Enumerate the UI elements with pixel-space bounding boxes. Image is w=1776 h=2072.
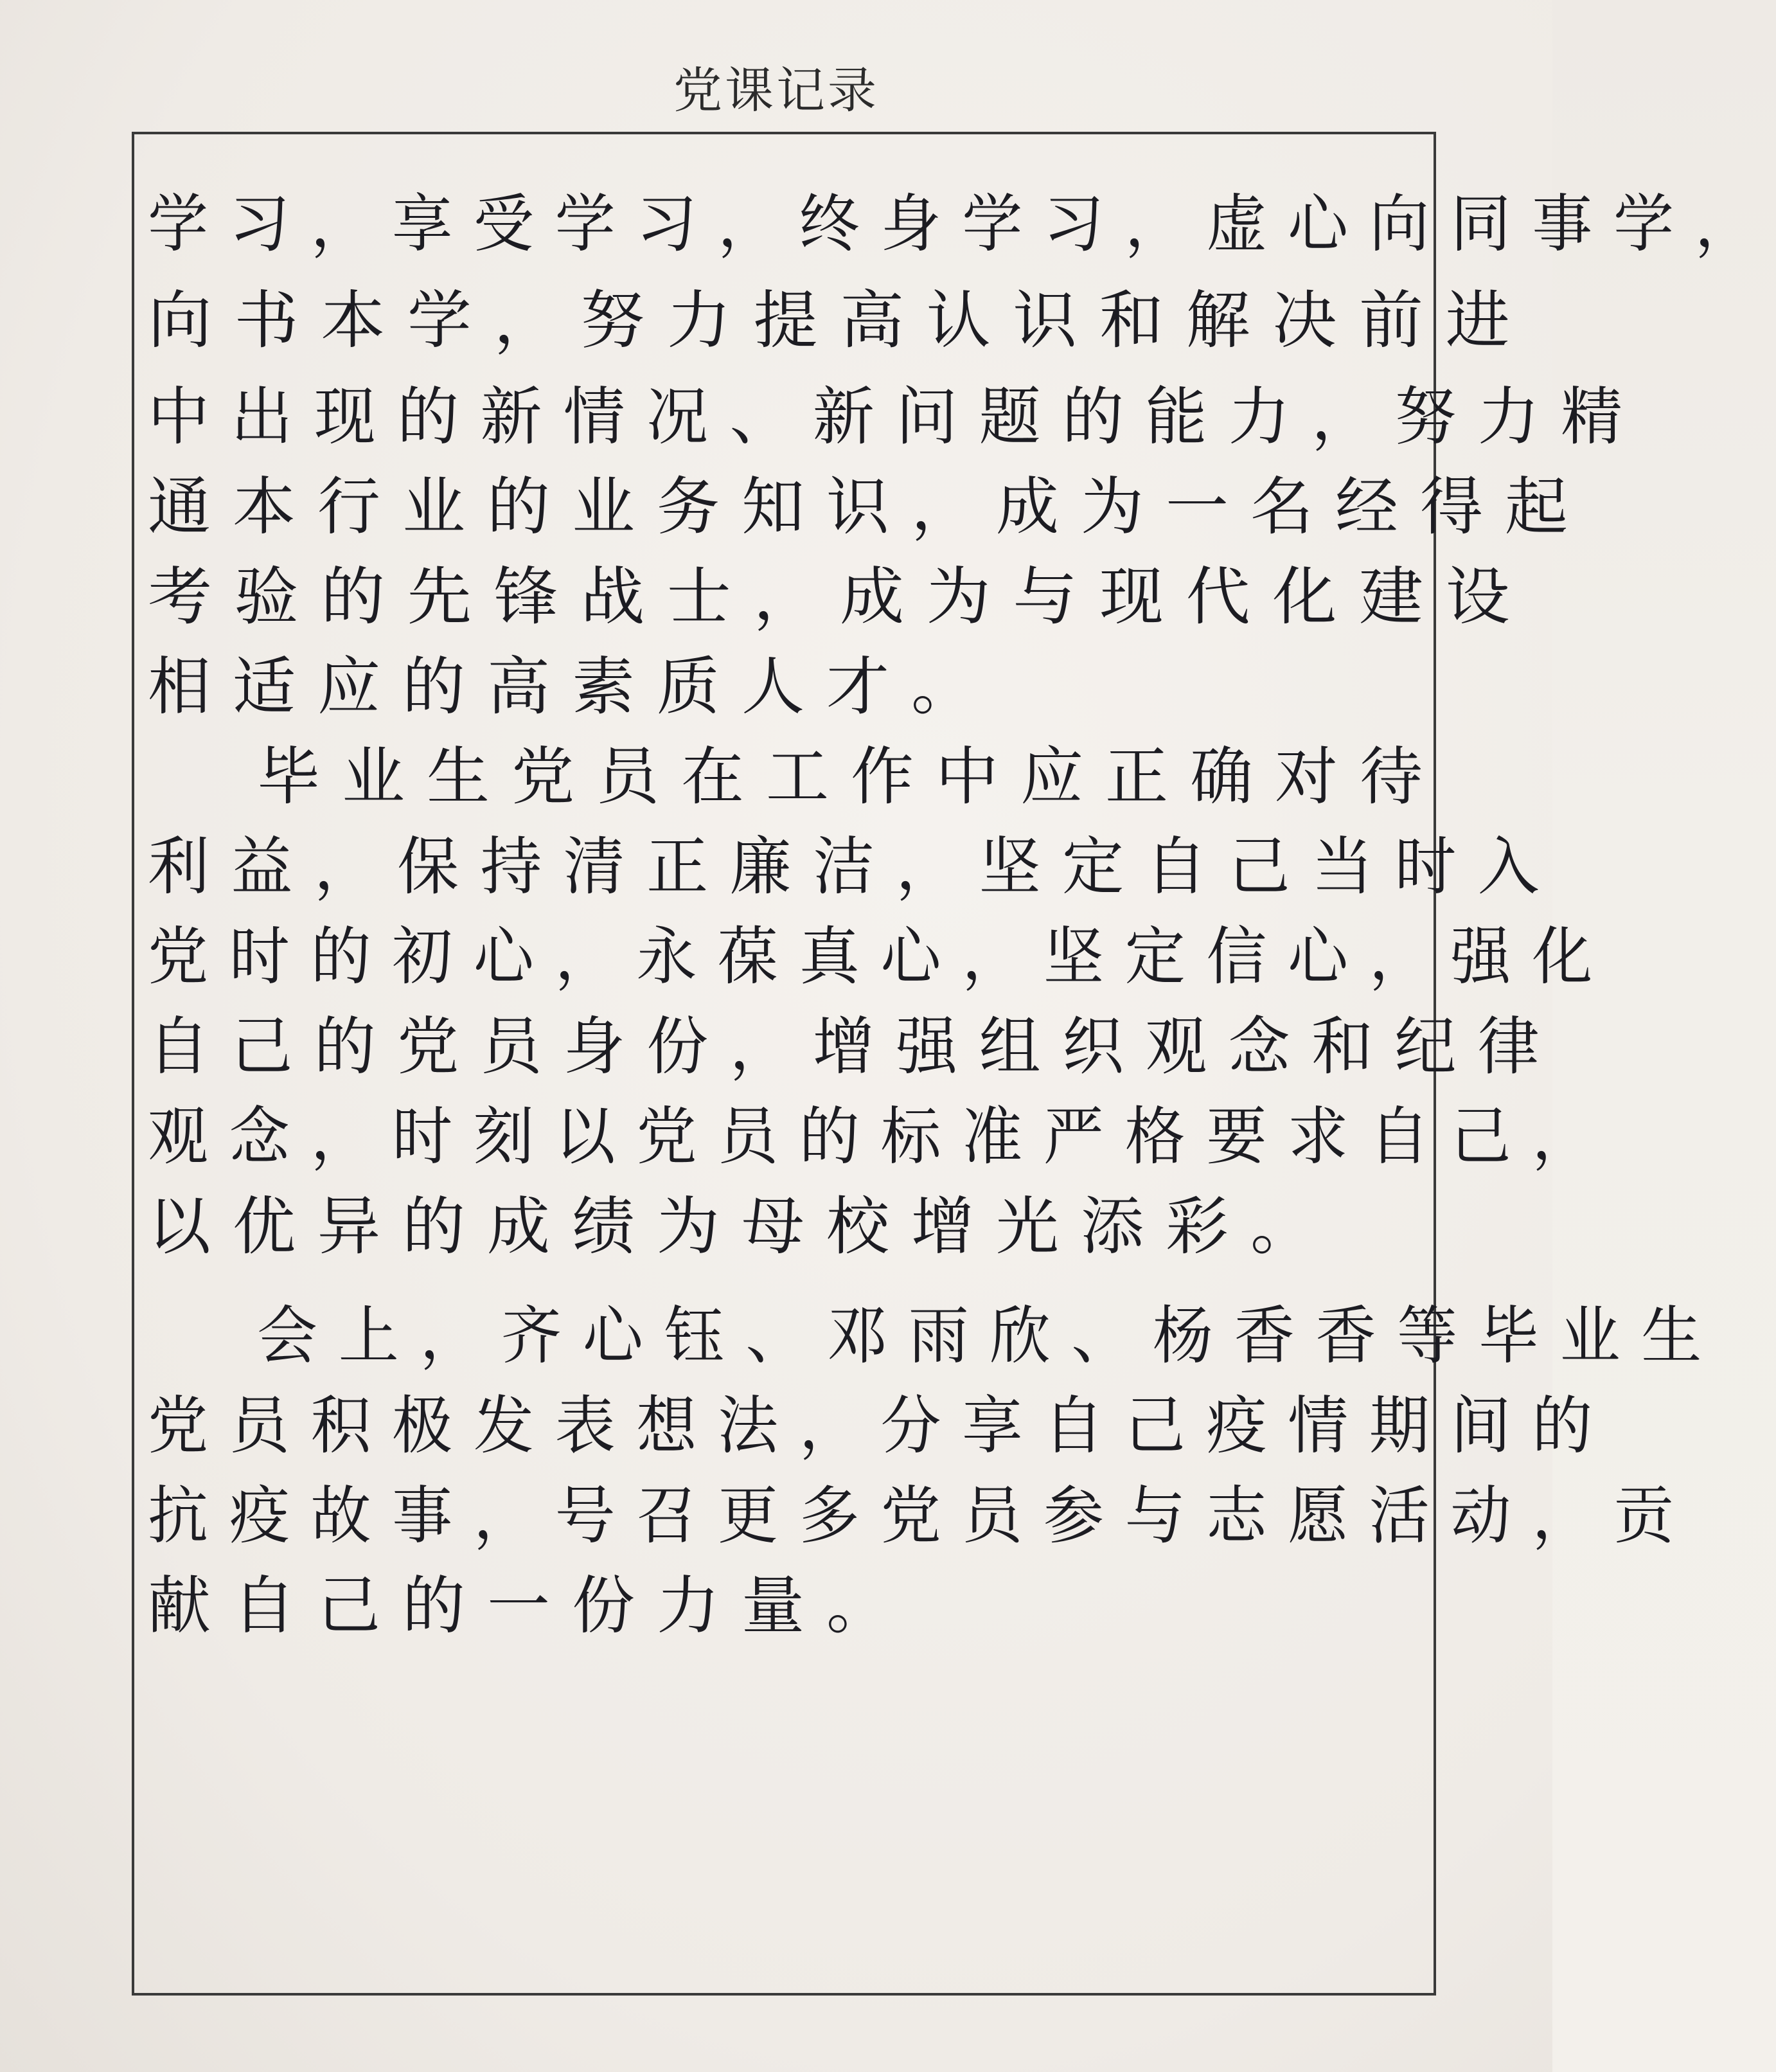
text-line: 学习，享受学习，终身学习，虚心向同事学， (148, 188, 1776, 261)
page-title: 党课记录 (673, 62, 879, 119)
text-line: 向书本学，努力提高认识和解决前进 (148, 284, 1532, 357)
text-line: 相适应的高素质人才。 (148, 650, 997, 724)
text-line: 利益，保持清正廉洁，坚定自己当时入 (148, 830, 1561, 904)
text-line: 毕业生党员在工作中应正确对待 (257, 740, 1445, 814)
text-line: 自己的党员身份，增强组织观念和纪律 (148, 1010, 1561, 1084)
text-line: 通本行业的业务知识，成为一名经得起 (148, 470, 1590, 544)
text-line: 考验的先锋战士，成为与现代化建设 (148, 560, 1532, 634)
text-line: 以优异的成绩为母校增光添彩。 (148, 1190, 1336, 1264)
text-line: 党时的初心，永葆真心，坚定信心，强化 (148, 920, 1613, 994)
text-line: 党员积极发表想法，分享自己疫情期间的 (148, 1389, 1613, 1463)
text-line: 会上，齐心钰、邓雨欣、杨香香等毕业生 (257, 1299, 1723, 1373)
text-line: 观念，时刻以党员的标准严格要求自己， (148, 1100, 1613, 1174)
text-line: 中出现的新情况、新问题的能力，努力精 (148, 380, 1644, 454)
text-line: 献自己的一份力量。 (148, 1569, 912, 1643)
text-line: 抗疫故事，号召更多党员参与志愿活动，贡 (148, 1479, 1695, 1553)
